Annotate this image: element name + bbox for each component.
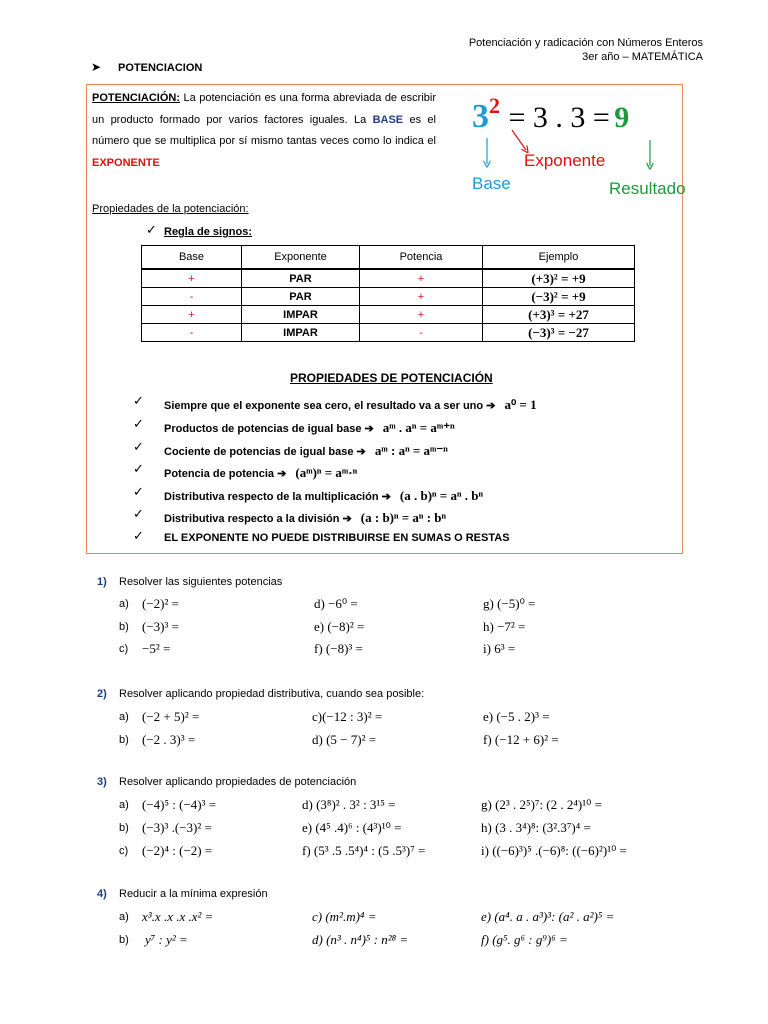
prop-text: Potencia de potencia ➔ xyxy=(164,468,287,480)
item-letter: b) xyxy=(119,734,129,746)
item-expression: h) −7² = xyxy=(483,619,526,634)
prop-formula: (aᵐ)ⁿ = aᵐ·ⁿ xyxy=(295,465,358,480)
table-header: Potencia xyxy=(360,246,483,270)
cell-example: (+3)² = +9 xyxy=(483,269,635,288)
item-expression: h) (3 . 3⁴)⁸: (3².3⁷)⁴ = xyxy=(481,820,591,835)
label-resultado: Resultado xyxy=(609,179,686,198)
table-row xyxy=(142,269,635,288)
table-row xyxy=(142,288,635,306)
prop-item xyxy=(164,397,537,413)
sign-rules-table xyxy=(141,245,635,342)
item-expression: c)(−12 : 3)² = xyxy=(312,709,383,724)
item-expression: e) (4⁵ .4)⁶ : (4³)¹⁰ = xyxy=(302,820,402,835)
check-icon: ✓ xyxy=(133,528,144,543)
table-header: Base xyxy=(142,246,242,270)
check-icon: ✓ xyxy=(133,439,144,454)
intro-paragraph xyxy=(92,88,436,174)
table-header: Exponente xyxy=(242,246,360,270)
prop-text: Distributiva respecto de la multiplicación ➔ xyxy=(164,491,391,503)
item-expression: g) (−5)⁰ = xyxy=(483,596,536,611)
diagram-expansion: = 3 . 3 = xyxy=(508,101,610,134)
item-expression: e) (−5 . 2)³ = xyxy=(483,709,550,724)
item-expression: f) (−8)³ = xyxy=(314,641,363,656)
prop-item xyxy=(164,510,446,526)
item-expression: d) (5 − 7)² = xyxy=(312,732,377,747)
item-expression: d) −6⁰ = xyxy=(314,596,358,611)
item-expression: y⁷ : y² = xyxy=(145,932,188,947)
cell-example: (−3)³ = −27 xyxy=(483,324,635,342)
prop-item xyxy=(164,465,357,481)
table-row xyxy=(142,324,635,342)
item-expression: c) (m².m)⁴ = xyxy=(312,909,377,924)
item-expression: (−2 + 5)² = xyxy=(142,709,200,724)
exercise-title: Resolver las siguientes potencias xyxy=(119,576,283,588)
diagram-result: 9 xyxy=(614,101,630,134)
label-exponente: Exponente xyxy=(524,151,606,170)
label-base: Base xyxy=(472,174,511,193)
prop-item xyxy=(164,443,448,459)
item-expression: x³.x .x .x .x² = xyxy=(142,909,214,924)
item-expression: (−3)³ = xyxy=(142,619,179,634)
cell-exp: PAR xyxy=(242,269,360,288)
item-expression: (−3)³ .(−3)² = xyxy=(142,820,212,835)
check-icon: ✓ xyxy=(133,506,144,521)
check-icon: ✓ xyxy=(146,222,157,237)
prop-formula: (a . b)ⁿ = aⁿ . bⁿ xyxy=(399,488,483,503)
item-expression: i) ((−6)³)⁵ .(−6)⁸: ((−6)²)¹⁰ = xyxy=(481,843,627,858)
exercise-number: 3) xyxy=(97,776,107,788)
prop-item xyxy=(164,532,510,544)
item-letter: a) xyxy=(119,799,129,811)
item-expression: e) (a⁴. a . a³)³: (a² . a²)⁵ = xyxy=(481,909,615,924)
header-line1: Potenciación y radicación con Números Enteros xyxy=(468,37,703,49)
prop-formula: aᵐ : aⁿ = aᵐ⁻ⁿ xyxy=(374,443,448,458)
cell-pot: - xyxy=(360,324,483,342)
exercise-title: Resolver aplicando propiedad distributiva, cuando sea posible: xyxy=(119,688,425,700)
header-line2: 3er año – MATEMÁTICA xyxy=(582,51,703,63)
cell-exp: IMPAR xyxy=(242,324,360,342)
intro-base-word: BASE xyxy=(372,113,404,126)
cell-base: - xyxy=(142,288,242,306)
prop-text: EL EXPONENTE NO PUEDE DISTRIBUIRSE EN SUMAS O RESTAS xyxy=(164,532,510,544)
prop-item xyxy=(164,420,455,436)
exercise-title: Reducir a la mínima expresión xyxy=(119,888,268,900)
item-letter: c) xyxy=(119,845,129,857)
cell-base: + xyxy=(142,269,242,288)
item-expression: (−2 . 3)³ = xyxy=(142,732,196,747)
item-letter: c) xyxy=(119,643,129,655)
item-expression: f) (g⁵. g⁶ : g⁹)⁶ = xyxy=(481,932,568,947)
cell-exp: PAR xyxy=(242,288,360,306)
cell-pot: + xyxy=(360,288,483,306)
exponent-arrow-icon xyxy=(512,130,526,150)
exercise-number: 4) xyxy=(97,888,107,900)
props-title: PROPIEDADES DE POTENCIACIÓN xyxy=(290,371,493,385)
diagram-exponent: 2 xyxy=(489,93,500,118)
diagram-base: 3 xyxy=(472,98,489,135)
item-letter: a) xyxy=(119,598,129,610)
intro-text-1: La potenciación es una forma abreviada de escribir un producto formado por varios factores iguales. La xyxy=(92,92,436,126)
prop-text: Cociente de potencias de igual base ➔ xyxy=(164,446,366,458)
item-expression: f) (−12 + 6)² = xyxy=(483,732,559,747)
signs-title: Regla de signos: xyxy=(164,226,253,238)
item-expression: (−2)² = xyxy=(142,596,179,611)
prop-item xyxy=(164,488,483,504)
prop-text: Siempre que el exponente sea cero, el resultado va a ser uno ➔ xyxy=(164,400,496,412)
check-icon: ✓ xyxy=(133,461,144,476)
cell-pot: + xyxy=(360,269,483,288)
item-letter: a) xyxy=(119,711,129,723)
prop-formula: a⁰ = 1 xyxy=(504,397,537,412)
item-expression: d) (3⁸)² . 3² : 3¹⁵ = xyxy=(302,797,396,812)
item-letter: b) xyxy=(119,822,129,834)
check-icon: ✓ xyxy=(133,393,144,408)
item-expression: (−2)⁴ : (−2) = xyxy=(142,843,213,858)
intro-term: POTENCIACIÓN: xyxy=(92,92,180,104)
item-expression: i) 6³ = xyxy=(483,641,516,656)
item-expression: e) (−8)² = xyxy=(314,619,365,634)
section-title: POTENCIACION xyxy=(118,62,203,74)
table-header: Ejemplo xyxy=(483,246,635,270)
item-expression: (−4)⁵ : (−4)³ = xyxy=(142,797,217,812)
table-header-row xyxy=(142,246,635,270)
header xyxy=(469,36,703,64)
table-row xyxy=(142,306,635,324)
item-letter: b) xyxy=(119,934,129,946)
prop-text: Distributiva respecto a la división ➔ xyxy=(164,513,352,525)
prop-text: Productos de potencias de igual base ➔ xyxy=(164,423,374,435)
item-expression: g) (2³ . 2⁵)⁷: (2 . 2⁴)¹⁰ = xyxy=(481,797,602,812)
properties-heading: Propiedades de la potenciación: xyxy=(92,203,249,215)
cell-base: + xyxy=(142,306,242,324)
bullet-arrow-icon: ➤ xyxy=(91,60,102,74)
cell-exp: IMPAR xyxy=(242,306,360,324)
item-expression: d) (n³ . n⁴)⁵ : n²⁸ = xyxy=(312,932,409,947)
item-expression: f) (5³ .5 .5⁴)⁴ : (5 .5³)⁷ = xyxy=(302,843,426,858)
item-letter: b) xyxy=(119,621,129,633)
intro-text-2: es el número que se multiplica por sí mismo tantas veces como lo indica el xyxy=(92,113,436,147)
exercise-number: 2) xyxy=(97,688,107,700)
cell-pot: + xyxy=(360,306,483,324)
check-icon: ✓ xyxy=(133,484,144,499)
intro-exp-word: EXPONENTE xyxy=(92,156,160,169)
exercise-number: 1) xyxy=(97,576,107,588)
check-icon: ✓ xyxy=(133,416,144,431)
item-expression: −5² = xyxy=(142,641,171,656)
item-letter: a) xyxy=(119,911,129,923)
cell-base: - xyxy=(142,324,242,342)
prop-formula: (a : b)ⁿ = aⁿ : bⁿ xyxy=(360,510,447,525)
prop-formula: aᵐ . aⁿ = aᵐ⁺ⁿ xyxy=(382,420,455,435)
exercise-title: Resolver aplicando propiedades de potenciación xyxy=(119,776,357,788)
cell-example: (+3)³ = +27 xyxy=(483,306,635,324)
cell-example: (−3)² = +9 xyxy=(483,288,635,306)
